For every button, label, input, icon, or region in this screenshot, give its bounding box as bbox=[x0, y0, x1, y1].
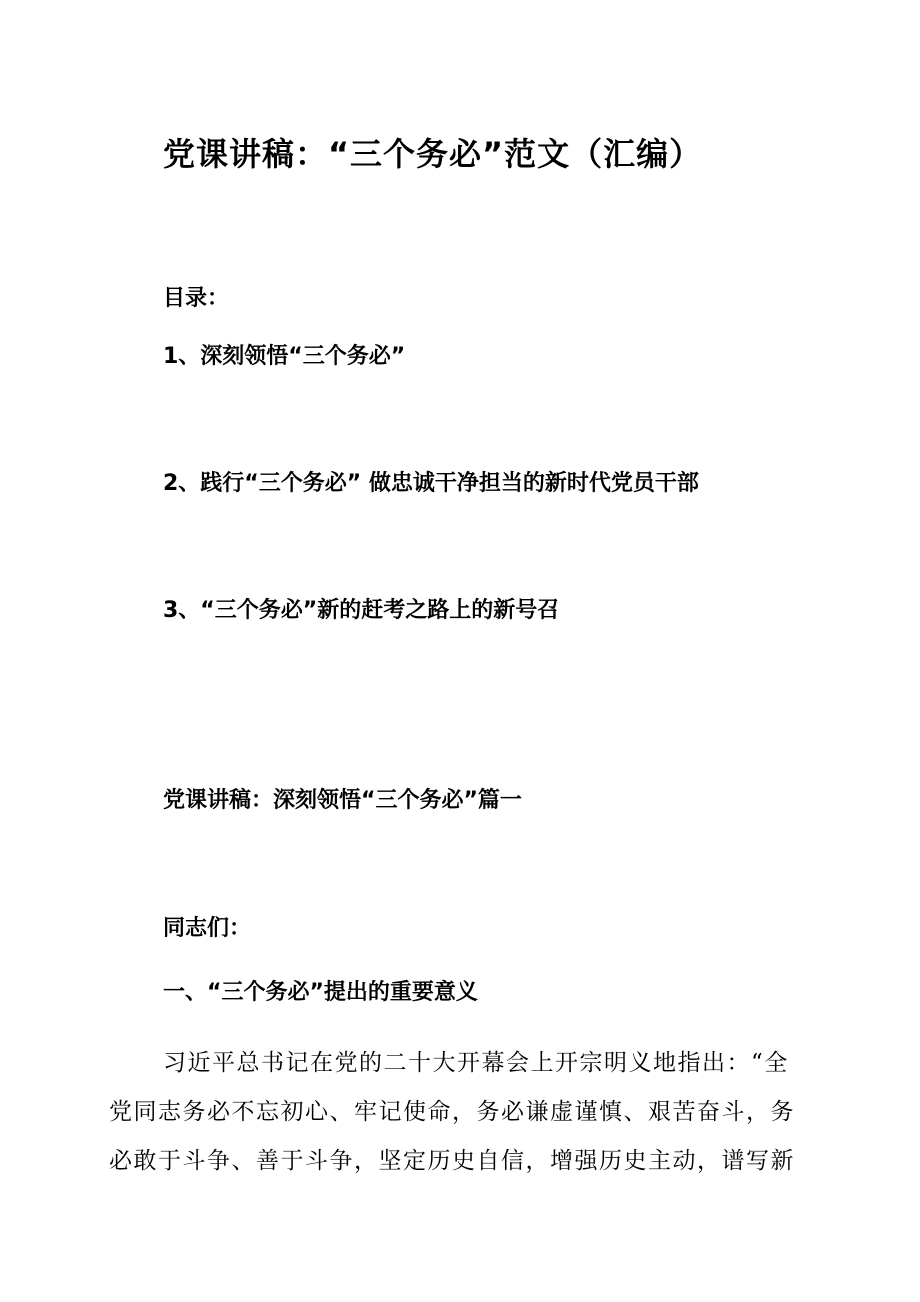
toc-item-1: 1、深刻领悟“三个务必” bbox=[163, 344, 406, 369]
paragraph-line: 党同志务必不忘初心、牢记使命，务必谦虚谨慎、艰苦奋斗，务 bbox=[109, 1099, 795, 1125]
greeting: 同志们： bbox=[163, 916, 252, 941]
paragraph-line: 习近平总书记在党的二十大开幕会上开宗明义地指出：“全 bbox=[163, 1050, 789, 1076]
toc-item-3: 3、“三个务必”新的赶考之路上的新号召 bbox=[163, 598, 560, 623]
document-title: 党课讲稿：“三个务必”范文（汇编） bbox=[163, 135, 703, 173]
paragraph-line: 必敢于斗争、善于斗争，坚定历史自信，增强历史主动，谱写新 bbox=[109, 1148, 795, 1174]
toc-item-2: 2、践行“三个务必” 做忠诚干净担当的新时代党员干部 bbox=[163, 471, 699, 496]
body-paragraph bbox=[109, 1039, 809, 1186]
section-title: 党课讲稿：深刻领悟“三个务必”篇一 bbox=[163, 788, 522, 813]
section-heading: 一、“三个务必”提出的重要意义 bbox=[163, 980, 478, 1005]
toc-label: 目录： bbox=[163, 286, 230, 311]
